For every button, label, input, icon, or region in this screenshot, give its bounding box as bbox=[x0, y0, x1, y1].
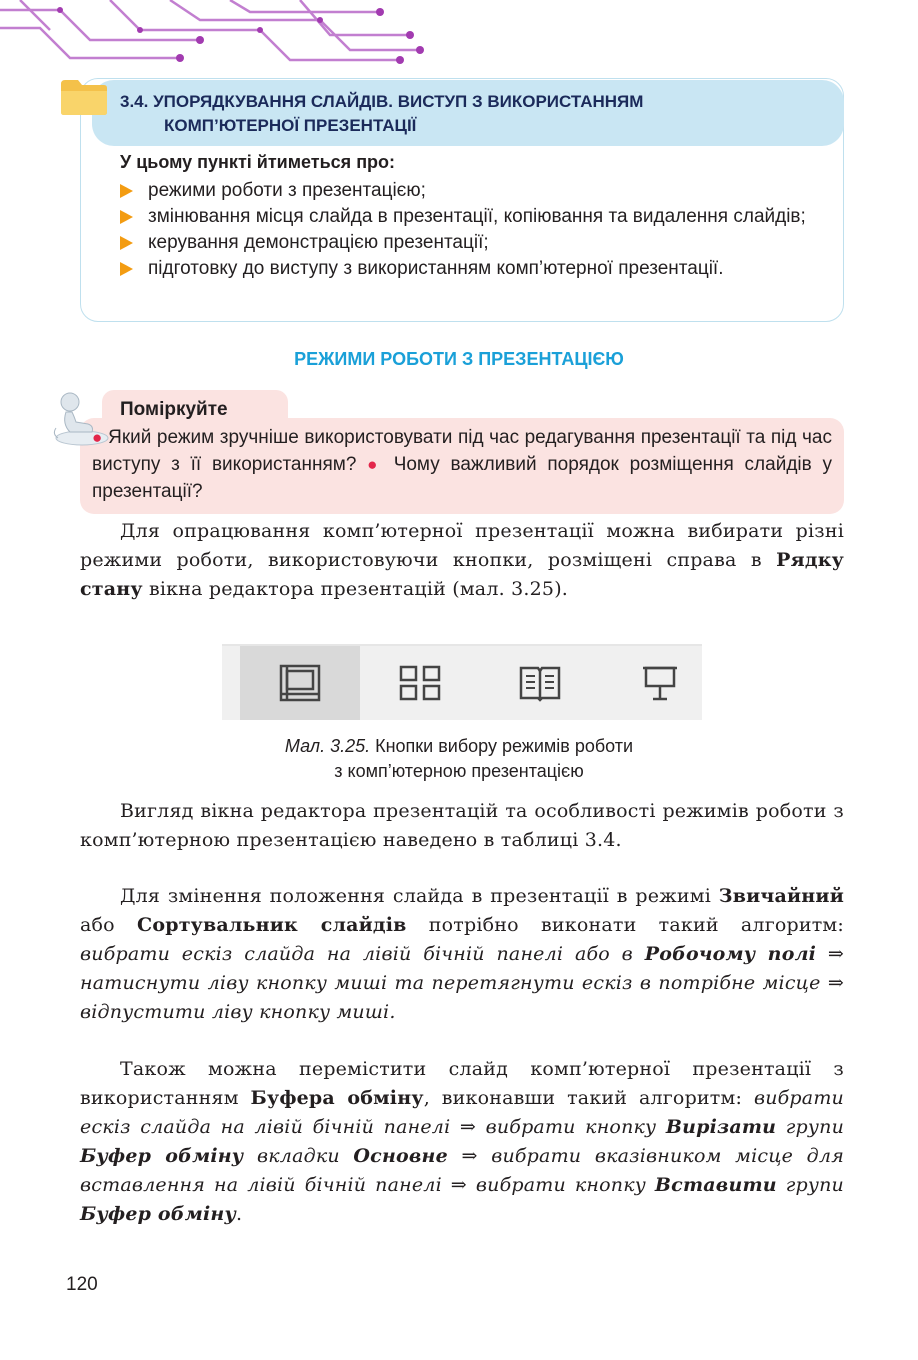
normal-view-button[interactable] bbox=[240, 646, 360, 720]
figure-label: Мал. 3.25. bbox=[284, 736, 371, 756]
list-item: керування демонстрацією презентації; bbox=[120, 230, 840, 256]
slide-sorter-icon bbox=[397, 663, 443, 703]
topic-list bbox=[120, 178, 840, 282]
paragraph-3: Для змінення положення слайда в презентації в режимі Звичайний або Сортувальник слайдів потрібно виконати такий алгоритм: вибрати ескіз слайда на лівій бічній панелі або в Робочому полі ⇒ натиснути ліву кнопку миші та перетягнути ескіз в потрібне місце ⇒ відпустити ліву кнопку миші. bbox=[80, 885, 845, 1023]
slide-sorter-button[interactable] bbox=[360, 646, 480, 720]
slide-show-icon bbox=[637, 663, 683, 703]
think-title: Поміркуйте bbox=[120, 399, 228, 420]
subheading: РЕЖИМИ РОБОТИ З ПРЕЗЕНТАЦІЄЮ bbox=[294, 349, 624, 369]
page-number: 120 bbox=[66, 1274, 98, 1295]
slide-show-button[interactable] bbox=[600, 646, 720, 720]
list-item: режими роботи з презентацією; bbox=[120, 178, 840, 204]
think-questions bbox=[92, 424, 832, 505]
section-title-line1: 3.4. УПОРЯДКУВАННЯ СЛАЙДІВ. ВИСТУП З ВИКОРИСТАННЯМ bbox=[120, 92, 644, 111]
paragraph-2: Вигляд вікна редактора презентацій та особливості режимів роботи з комп’ютерною презентацією наведено в таблиці 3.4. bbox=[80, 800, 844, 851]
figure-caption: Мал. 3.25. Кнопки вибору режимів роботи з комп’ютерною презентацією bbox=[284, 736, 634, 781]
folder-icon bbox=[60, 78, 108, 116]
triangle-bullet-icon bbox=[120, 210, 133, 224]
triangle-bullet-icon bbox=[120, 236, 133, 250]
intro-heading: У цьому пункті йтиметься про: bbox=[120, 152, 396, 172]
think-question-1: Який режим зручніше використовувати під час редагування презентації та під час виступу з її використанням? bbox=[92, 427, 832, 475]
list-item: змінювання місця слайда в презентації, копіювання та видалення слайдів; bbox=[120, 204, 840, 230]
section-title-line2: КОМП’ЮТЕРНОЇ ПРЕЗЕНТАЦІЇ bbox=[164, 116, 417, 135]
triangle-bullet-icon bbox=[120, 262, 133, 276]
red-bullet-icon: ● bbox=[92, 428, 103, 447]
think-question-2: Чому важливий порядок розміщення слайдів у презентації? bbox=[92, 454, 832, 502]
view-buttons-figure bbox=[222, 644, 702, 720]
red-bullet-icon: ● bbox=[367, 455, 383, 474]
section-title bbox=[120, 90, 643, 138]
triangle-bullet-icon bbox=[120, 184, 133, 198]
paragraph-4: Також можна перемістити слайд комп’ютерної презентації з використанням Буфера обміну, виконавши такий алгоритм: вибрати ескіз слайда на лівій бічній панелі ⇒ вибрати кнопку Вирізати групи Буфер обміну вкладки Основне ⇒ вибрати вказівником місце для вставлення на лівій бічній панелі ⇒ вибрати кнопку Вставити групи Буфер обміну. bbox=[80, 1058, 845, 1225]
circuit-decoration bbox=[0, 0, 430, 70]
reading-view-button[interactable] bbox=[480, 646, 600, 720]
normal-view-icon bbox=[277, 663, 323, 703]
list-item: підготовку до виступу з використанням комп’ютерної презентації. bbox=[120, 256, 840, 282]
reading-view-icon bbox=[517, 663, 563, 703]
paragraph-1: Для опрацювання комп’ютерної презентації можна вибирати різні режими роботи, використовуючи кнопки, розміщені справа в Рядку стану вікна редактора презентацій (мал. 3.25). bbox=[80, 520, 844, 600]
